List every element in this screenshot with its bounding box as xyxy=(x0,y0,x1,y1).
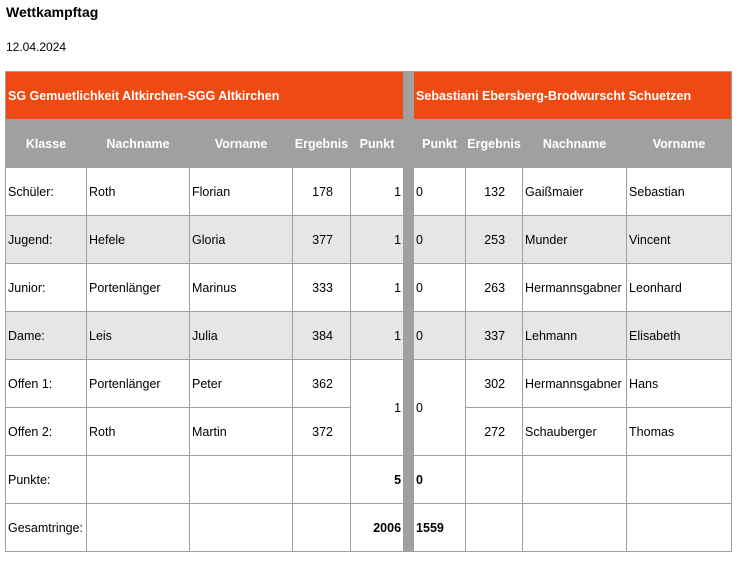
punkte-left-total: 5 xyxy=(351,456,404,504)
punkt-right-cell: 0 xyxy=(414,168,466,216)
empty-cell xyxy=(87,504,190,552)
nachname-right-cell: Gaißmaier xyxy=(523,168,627,216)
klasse-cell: Jugend: xyxy=(6,216,87,264)
ergebnis-left-cell: 362 xyxy=(293,360,351,408)
table-row xyxy=(6,264,732,312)
column-separator xyxy=(404,72,414,120)
empty-cell xyxy=(190,504,293,552)
punkt-left-cell: 1 xyxy=(351,168,404,216)
vorname-right-cell: Vincent xyxy=(627,216,732,264)
nachname-left-cell: Roth xyxy=(87,408,190,456)
vorname-right-cell: Leonhard xyxy=(627,264,732,312)
column-header-punkt-right: Punkt xyxy=(414,120,466,168)
ergebnis-right-cell: 337 xyxy=(466,312,523,360)
ergebnis-left-cell: 178 xyxy=(293,168,351,216)
vorname-left-cell: Peter xyxy=(190,360,293,408)
column-separator xyxy=(404,360,414,456)
nachname-left-cell: Portenlänger xyxy=(87,360,190,408)
ergebnis-right-cell: 272 xyxy=(466,408,523,456)
empty-cell xyxy=(523,456,627,504)
ergebnis-left-cell: 372 xyxy=(293,408,351,456)
column-separator xyxy=(404,312,414,360)
gesamtringe-left-total: 2006 xyxy=(351,504,404,552)
column-separator xyxy=(404,504,414,552)
vorname-left-cell: Marinus xyxy=(190,264,293,312)
column-header-vorname-left: Vorname xyxy=(190,120,293,168)
column-header-ergebnis-left: Ergebnis xyxy=(293,120,351,168)
empty-cell xyxy=(293,504,351,552)
column-header-punkt-left: Punkt xyxy=(351,120,404,168)
column-separator xyxy=(404,216,414,264)
nachname-right-cell: Hermannsgabner xyxy=(523,264,627,312)
nachname-right-cell: Munder xyxy=(523,216,627,264)
ergebnis-right-cell: 302 xyxy=(466,360,523,408)
ergebnis-right-cell: 253 xyxy=(466,216,523,264)
vorname-left-cell: Gloria xyxy=(190,216,293,264)
punkte-label: Punkte: xyxy=(6,456,87,504)
empty-cell xyxy=(523,504,627,552)
column-header-klasse: Klasse xyxy=(6,120,87,168)
ergebnis-left-cell: 384 xyxy=(293,312,351,360)
vorname-right-cell: Sebastian xyxy=(627,168,732,216)
klasse-cell: Offen 1: xyxy=(6,360,87,408)
empty-cell xyxy=(293,456,351,504)
nachname-left-cell: Roth xyxy=(87,168,190,216)
punkt-right-offen-cell: 0 xyxy=(414,360,466,456)
table-row xyxy=(6,360,732,408)
table-row xyxy=(6,312,732,360)
nachname-left-cell: Portenlänger xyxy=(87,264,190,312)
match-date: 12.04.2024 xyxy=(6,40,67,54)
ergebnis-right-cell: 263 xyxy=(466,264,523,312)
punkt-left-offen-cell: 1 xyxy=(351,360,404,456)
nachname-right-cell: Hermannsgabner xyxy=(523,360,627,408)
column-header-row xyxy=(6,120,732,168)
empty-cell xyxy=(466,504,523,552)
vorname-left-cell: Martin xyxy=(190,408,293,456)
punkte-row xyxy=(6,456,732,504)
column-header-nachname-right: Nachname xyxy=(523,120,627,168)
punkt-left-cell: 1 xyxy=(351,264,404,312)
gesamtringe-label: Gesamtringe: xyxy=(6,504,87,552)
vorname-left-cell: Julia xyxy=(190,312,293,360)
column-header-nachname-left: Nachname xyxy=(87,120,190,168)
column-separator xyxy=(404,456,414,504)
empty-cell xyxy=(627,504,732,552)
punkt-left-cell: 1 xyxy=(351,216,404,264)
column-header-vorname-right: Vorname xyxy=(627,120,732,168)
punkt-right-cell: 0 xyxy=(414,264,466,312)
klasse-cell: Dame: xyxy=(6,312,87,360)
results-table xyxy=(5,71,732,552)
empty-cell xyxy=(190,456,293,504)
column-separator xyxy=(404,168,414,216)
punkt-left-cell: 1 xyxy=(351,312,404,360)
punkt-right-cell: 0 xyxy=(414,216,466,264)
column-separator xyxy=(404,264,414,312)
column-separator xyxy=(404,120,414,168)
empty-cell xyxy=(466,456,523,504)
klasse-cell: Schüler: xyxy=(6,168,87,216)
nachname-left-cell: Hefele xyxy=(87,216,190,264)
gesamtringe-row xyxy=(6,504,732,552)
table-row xyxy=(6,216,732,264)
vorname-right-cell: Thomas xyxy=(627,408,732,456)
team-left-name: SG Gemuetlichkeit Altkirchen-SGG Altkirchen xyxy=(6,72,404,120)
empty-cell xyxy=(627,456,732,504)
team-right-name: Sebastiani Ebersberg-Brodwurscht Schuetzen xyxy=(414,72,732,120)
ergebnis-left-cell: 377 xyxy=(293,216,351,264)
gesamtringe-right-total: 1559 xyxy=(414,504,466,552)
column-header-ergebnis-right: Ergebnis xyxy=(466,120,523,168)
vorname-right-cell: Elisabeth xyxy=(627,312,732,360)
ergebnis-left-cell: 333 xyxy=(293,264,351,312)
nachname-left-cell: Leis xyxy=(87,312,190,360)
klasse-cell: Offen 2: xyxy=(6,408,87,456)
vorname-right-cell: Hans xyxy=(627,360,732,408)
table-row xyxy=(6,168,732,216)
ergebnis-right-cell: 132 xyxy=(466,168,523,216)
klasse-cell: Junior: xyxy=(6,264,87,312)
vorname-left-cell: Florian xyxy=(190,168,293,216)
page-title: Wettkampftag xyxy=(6,4,99,20)
nachname-right-cell: Schauberger xyxy=(523,408,627,456)
punkte-right-total: 0 xyxy=(414,456,466,504)
punkt-right-cell: 0 xyxy=(414,312,466,360)
empty-cell xyxy=(87,456,190,504)
nachname-right-cell: Lehmann xyxy=(523,312,627,360)
team-header-row xyxy=(6,72,732,120)
